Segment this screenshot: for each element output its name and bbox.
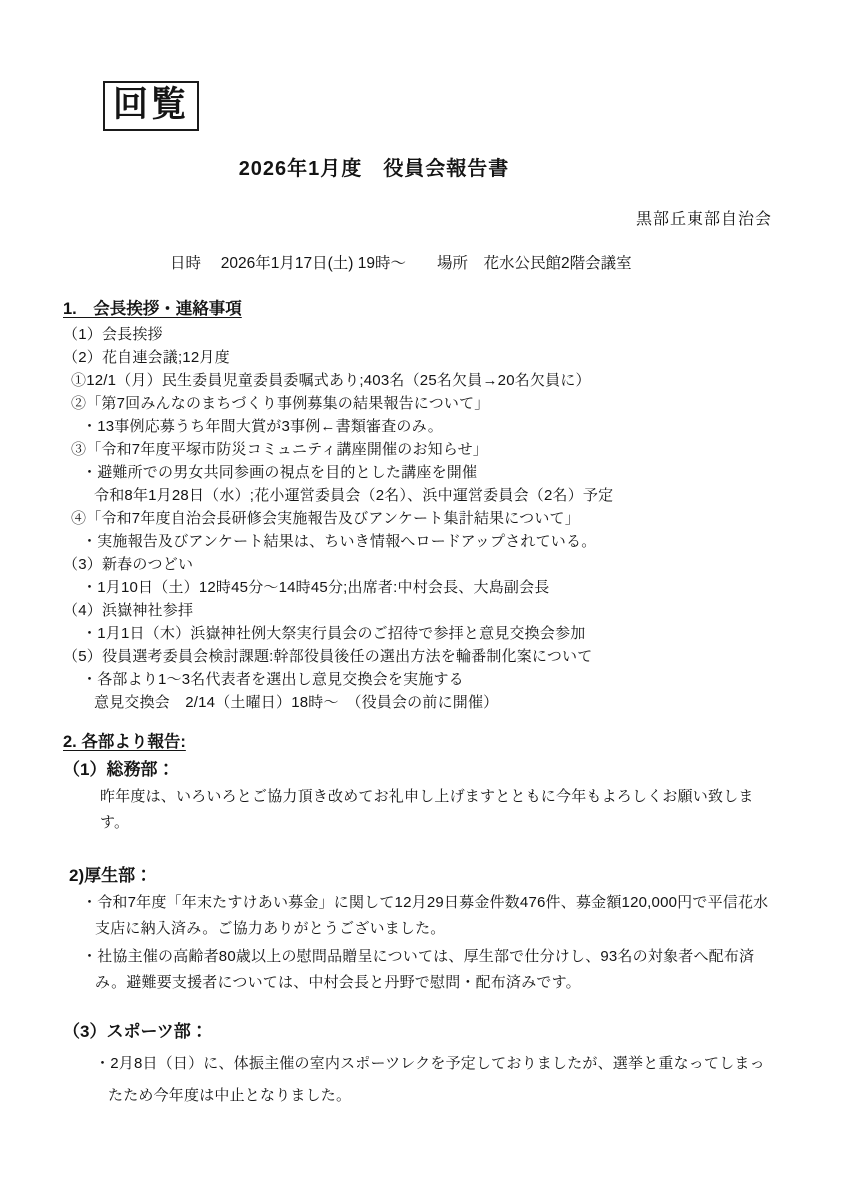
department-report-item: ・社協主催の高齢者80歳以上の慰問品贈呈については、厚生部で仕分けし、93名の対象者へ配布済み。避難要支援者については、中村会長と丹野で慰問・配布済みです。	[82, 948, 755, 991]
section1-heading: 1. 会長挨拶・連絡事項	[63, 300, 242, 318]
report-line: 令和8年1月28日（水）;花小運営委員会（2名）、浜中運営委員会（2名）予定	[94, 487, 614, 504]
department-heading: （1）総務部：	[63, 760, 175, 779]
section1-lines	[63, 323, 778, 714]
report-line: （3）新春のつどい	[63, 556, 194, 573]
report-line: ④「令和7年度自治会長研修会実施報告及びアンケート集計結果について」	[71, 510, 580, 527]
kairan-circulation-stamp: 回覧	[103, 81, 199, 131]
report-line: ③「令和7年度平塚市防災コミュニティ講座開催のお知らせ」	[71, 441, 488, 458]
section2-departments	[63, 758, 778, 1112]
report-line: ・避難所での男女共同参画の視点を目的とした講座を開催	[82, 464, 478, 481]
department-heading: （3）スポーツ部：	[63, 1022, 208, 1041]
department-heading: 2)厚生部：	[69, 866, 153, 885]
document-body	[63, 295, 778, 1112]
report-line: ・13事例応募うち年間大賞が3事例←書類審査のみ。	[82, 418, 443, 435]
department-report-item: 昨年度は、いろいろとご協力頂き改めてお礼申し上げますとともに今年もよろしくお願い致します。	[100, 788, 754, 831]
report-line: ・各部より1～3名代表者を選出し意見交換会を実施する	[82, 671, 464, 688]
report-line: （2）花自連会議;12月度	[63, 349, 230, 366]
department-report-item: ・2月8日（日）に、体振主催の室内スポーツレクを予定しておりましたが、選挙と重なってしまったため今年度は中止となりました。	[95, 1055, 765, 1104]
department-report	[63, 758, 778, 836]
organization-name: 黒部丘東部自治会	[635, 211, 772, 228]
meeting-datetime-place: 日時 2026年1月17日(土) 19時～ 場所 花水公民館2階会議室	[170, 255, 632, 272]
report-line: 意見交換会 2/14（土曜日）18時～ （役員会の前に開催）	[94, 694, 499, 711]
report-line: ②「第7回みんなのまちづくり事例募集の結果報告について」	[71, 395, 490, 412]
report-line: ①12/1（月）民生委員児童委員委嘱式あり;403名（25名欠員→20名欠員に）	[71, 372, 591, 389]
report-line: ・実施報告及びアンケート結果は、ちいき情報へロードアップされている。	[82, 533, 597, 550]
department-report-item: ・令和7年度「年末たすけあい募金」に関して12月29日募金件数476件、募金額120,000円で平信花水支店に納入済み。ご協力ありがとうございました。	[82, 894, 769, 937]
report-line: （1）会長挨拶	[63, 326, 163, 343]
report-line: （5）役員選考委員会検討課題:幹部役員後任の選出方法を輪番制化案について	[63, 648, 593, 665]
document-title: 2026年1月度 役員会報告書	[238, 158, 510, 180]
department-report	[63, 864, 778, 996]
section2-heading: 2. 各部より報告:	[63, 733, 186, 751]
department-report	[63, 1020, 778, 1112]
report-line: ・1月1日（木）浜嶽神社例大祭実行員会のご招待で参拝と意見交換会参加	[82, 625, 586, 642]
report-line: （4）浜嶽神社参拝	[63, 602, 194, 619]
report-line: ・1月10日（土）12時45分～14時45分;出席者:中村会長、大島副会長	[82, 579, 550, 596]
